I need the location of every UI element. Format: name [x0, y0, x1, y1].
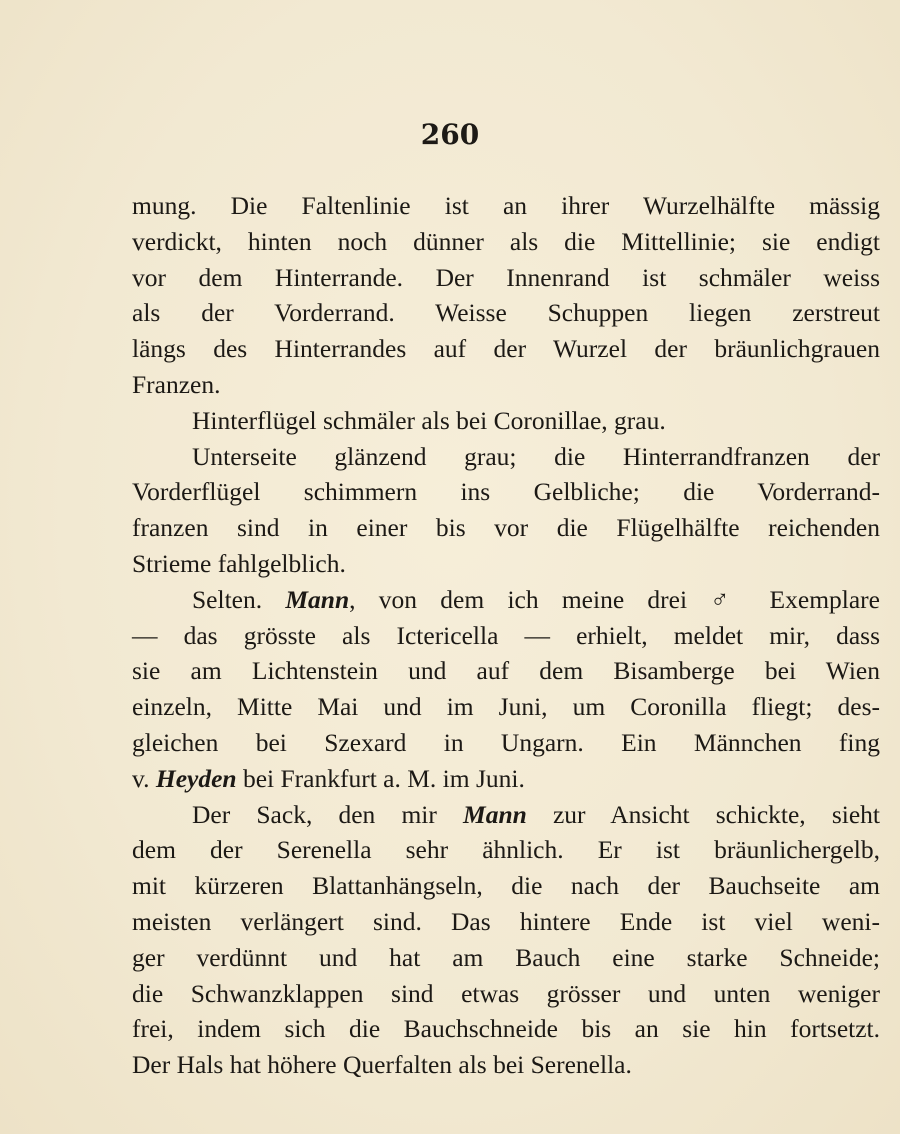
paragraph	[132, 403, 880, 439]
text-segment: mit kürzeren Blattanhängseln, die nach der Bauchseite am	[132, 871, 880, 901]
text-segment: meisten verlängert sind. Das hintere Ende ist viel weni-	[132, 906, 880, 936]
text-segment: verdickt, hinten noch dünner als die Mittellinie; sie endigt	[132, 226, 880, 256]
text-segment: einzeln, Mitte Mai und im Juni, um Coronilla fliegt; des-	[132, 692, 880, 722]
text-line	[132, 1047, 880, 1083]
paragraph	[132, 797, 880, 1083]
text-line	[132, 976, 880, 1012]
text-segment: Strieme fahlgelblich.	[132, 548, 346, 578]
text-segment: — das grösste als Ictericella — erhielt, meldet mir, dass	[132, 620, 880, 650]
text-line	[132, 653, 880, 689]
text-line	[132, 188, 880, 224]
text-line	[132, 582, 880, 618]
text-line	[132, 367, 880, 403]
text-segment: Der Hals hat höhere Querfalten als bei Serenella.	[132, 1050, 632, 1080]
text-segment: Vorderflügel schimmern ins Gelbliche; die Vorderrand-	[132, 477, 880, 507]
text-segment: ger verdünnt und hat am Bauch eine starke Schneide;	[132, 942, 880, 972]
text-line	[132, 474, 880, 510]
paragraph	[132, 188, 880, 403]
text-line	[132, 295, 880, 331]
author-name: Mann	[285, 584, 350, 614]
text-segment: dem der Serenella sehr ähnlich. Er ist bräunlichergelb,	[132, 835, 880, 865]
author-name: Mann	[463, 799, 527, 829]
text-line	[132, 761, 880, 797]
text-segment: bei Frankfurt a. M. im Juni.	[236, 763, 525, 793]
text-segment: v.	[132, 763, 156, 793]
text-line	[132, 546, 880, 582]
text-line	[132, 403, 880, 439]
text-segment: gleichen bei Szexard in Ungarn. Ein Männchen fing	[132, 727, 880, 757]
text-segment: mung. Die Faltenlinie ist an ihrer Wurzelhälfte mässig	[132, 191, 880, 220]
text-segment: Selten.	[192, 584, 286, 614]
text-line	[132, 510, 880, 546]
text-line	[132, 904, 880, 940]
text-segment: frei, indem sich die Bauchschneide bis an sie hin fortsetzt.	[132, 1014, 880, 1044]
text-line	[132, 331, 880, 367]
text-segment: zur Ansicht schickte, sieht	[526, 799, 880, 829]
text-segment: franzen sind in einer bis vor die Flügelhälfte reichenden	[132, 513, 880, 543]
text-line	[132, 832, 880, 868]
text-segment: , von dem ich meine drei ♂ Exemplare	[349, 584, 880, 614]
text-segment: als der Vorderrand. Weisse Schuppen liegen zerstreut	[132, 298, 880, 328]
text-segment: die Schwanzklappen sind etwas grösser und unten weniger	[132, 978, 880, 1008]
text-line	[132, 797, 880, 833]
text-segment: längs des Hinterrandes auf der Wurzel der bräunlichgrauen	[132, 334, 880, 364]
text-line	[132, 224, 880, 260]
text-line	[132, 260, 880, 296]
text-line	[132, 868, 880, 904]
text-segment: Der Sack, den mir	[192, 799, 464, 829]
body-text	[132, 188, 880, 1083]
text-segment: vor dem Hinterrande. Der Innenrand ist schmäler weiss	[132, 262, 880, 292]
text-segment: Franzen.	[132, 369, 221, 399]
text-line	[132, 689, 880, 725]
page-number: 260	[420, 118, 480, 151]
text-segment: Hinterflügel schmäler als bei Coronillae, grau.	[192, 405, 666, 435]
text-line	[132, 439, 880, 475]
text-line	[132, 940, 880, 976]
text-segment: sie am Lichtenstein und auf dem Bisamberge bei Wien	[132, 656, 880, 686]
author-name: Heyden	[155, 763, 237, 793]
text-line	[132, 725, 880, 761]
text-segment: Unterseite glänzend grau; die Hinterrandfranzen der	[192, 441, 880, 471]
paragraph	[132, 439, 880, 582]
text-line	[132, 618, 880, 654]
text-line	[132, 1011, 880, 1047]
paragraph	[132, 582, 880, 797]
